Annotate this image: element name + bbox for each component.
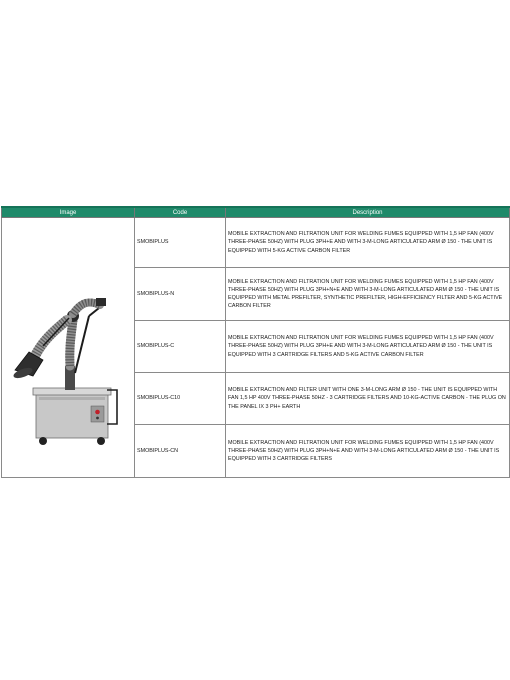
fume-extractor-icon [3, 248, 133, 448]
row-code: SMOBIPLUS [135, 218, 226, 268]
header-description: Description [226, 207, 510, 218]
product-table [1, 206, 510, 478]
row-description: MOBILE EXTRACTION AND FILTER UNIT WITH ONE 3-M-LONG ARM Ø 150 - THE UNIT IS EQUIPPED WITH FAN 1,5 HP 400V THREE-PHASE 50HZ - 3 CARTRIDGE FILTERS AND 10-KG-ACTIVE CARBON - THE PLUG ON THE PANEL IX 3 PH+ EARTH [226, 373, 510, 425]
header-image: Image [2, 207, 135, 218]
row-description: MOBILE EXTRACTION AND FILTRATION UNIT FOR WELDING FUMES EQUIPPED WITH 1,5 HP FAN (400V THREE-PHASE 50HZ) WITH PLUG 3PH+N+E AND WITH 3-M-LONG ARTICULATED ARM Ø 150 - THE UNIT IS EQUIPPED WITH METAL PREFILTER, SYNTHETIC PREFILTER, HIGH-EFFICIENCY FILTER AND 5-KG ACTIVE CARBON FILTER [226, 268, 510, 321]
table-row [2, 218, 510, 268]
product-image-cell [2, 218, 135, 478]
table-header-row [2, 207, 510, 218]
row-description: MOBILE EXTRACTION AND FILTRATION UNIT FOR WELDING FUMES EQUIPPED WITH 1,5 HP FAN (400V THREE-PHASE 50HZ) WITH PLUG 3PH+E AND WITH 3-M-LONG ARTICULATED ARM Ø 150 - THE UNIT IS EQUIPPED WITH 5-KG ACTIVE CARBON FILTER [226, 218, 510, 268]
row-description: MOBILE EXTRACTION AND FILTRATION UNIT FOR WELDING FUMES EQUIPPED WITH 1,5 HP FAN (400V THREE-PHASE 50HZ) WITH PLUG 3PH+N+E AND WITH 3-M-LONG ARTICULATED ARM Ø 150 - THE UNIT IS EQUIPPED WITH 3 CARTRIDGE FILTERS [226, 425, 510, 478]
row-code: SMOBIPLUS-C [135, 321, 226, 373]
row-code: SMOBIPLUS-N [135, 268, 226, 321]
row-code: SMOBIPLUS-C10 [135, 373, 226, 425]
header-code: Code [135, 207, 226, 218]
row-description: MOBILE EXTRACTION AND FILTRATION UNIT FOR WELDING FUMES EQUIPPED WITH 1,5 HP FAN (400V THREE-PHASE 50HZ) WITH PLUG 3PH+E AND WITH 3-M-LONG ARTICULATED ARM Ø 150 - THE UNIT IS EQUIPPED WITH 3 CARTRIDGE FILTERS AND 5-KG ACTIVE CARBON FILTER [226, 321, 510, 373]
row-code: SMOBIPLUS-CN [135, 425, 226, 478]
